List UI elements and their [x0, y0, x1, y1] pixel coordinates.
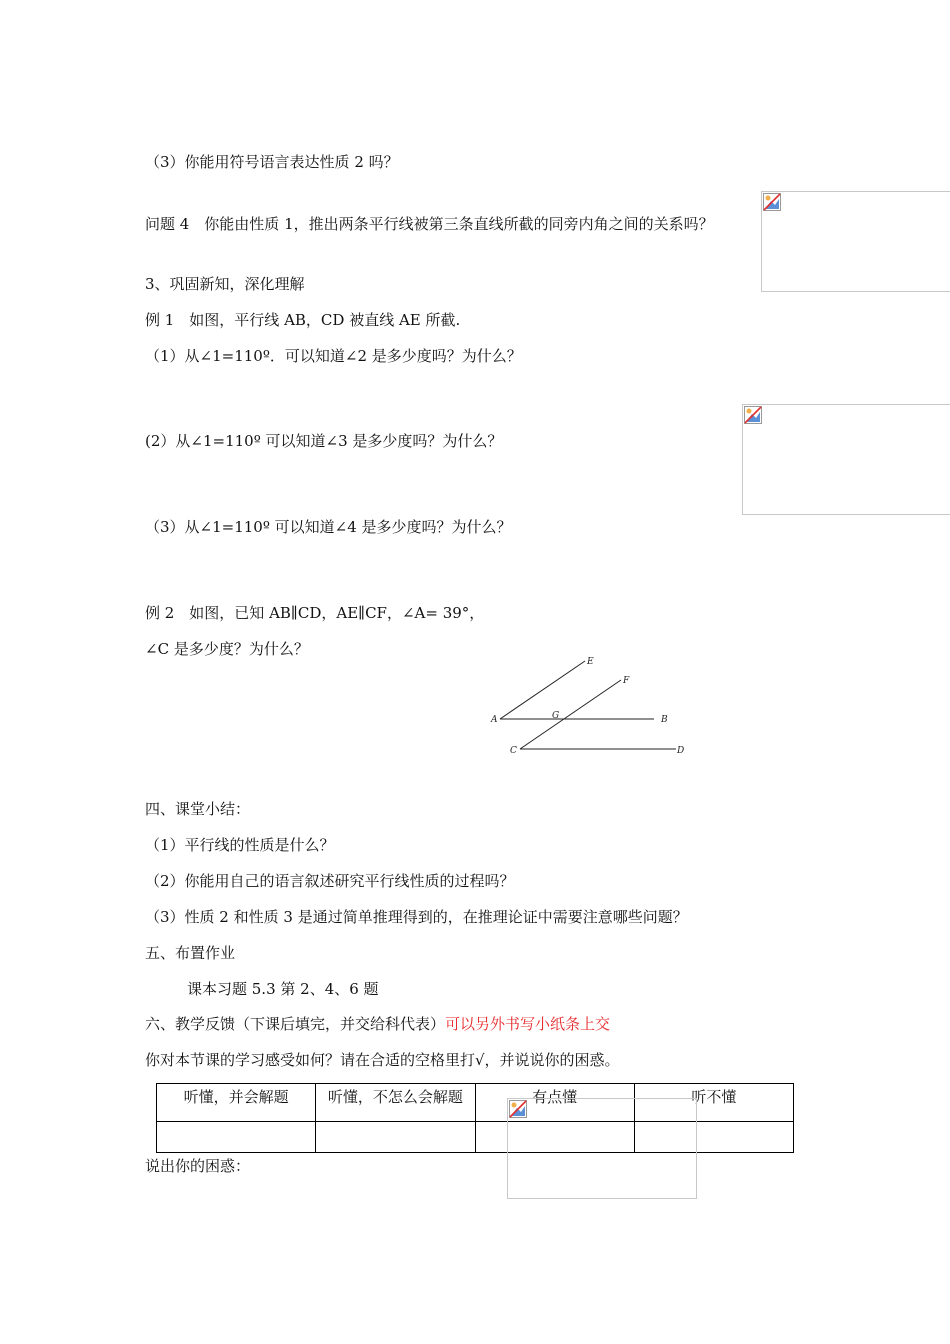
example-1: 例 1 如图，平行线 AB，CD 被直线 AE 所截.	[145, 311, 461, 329]
table-row	[157, 1122, 794, 1153]
q3-symbol-language: （3）你能用符号语言表达性质 2 吗？	[145, 153, 399, 171]
label-D: D	[677, 746, 685, 756]
feedback-prompt: 你对本节课的学习感受如何？请在合适的空格里打√，并说说你的困惑。	[145, 1051, 620, 1069]
table-cell-understand-not-solve[interactable]	[316, 1122, 475, 1153]
example-1-question-3: （3）从∠1=110º 可以知道∠4 是多少度吗？为什么？	[145, 518, 512, 536]
example-2-question: ∠C 是多少度？为什么？	[145, 640, 309, 658]
summary-question-1: （1）平行线的性质是什么？	[145, 836, 335, 854]
table-header-cell: 听不懂	[634, 1084, 793, 1122]
homework-heading: 五、布置作业	[145, 944, 236, 962]
feedback-heading	[145, 1014, 610, 1034]
label-C: C	[510, 746, 517, 756]
table-header-cell: 听懂，并会解题	[157, 1084, 316, 1122]
homework-text: 课本习题 5.3 第 2、4、6 题	[187, 980, 379, 998]
question-4: 问题 4 你能由性质 1，推出两条平行线被第三条直线所截的同旁内角之间的关系吗？	[145, 215, 714, 233]
broken-image-icon	[763, 193, 781, 211]
parallel-lines-diagram	[486, 652, 696, 762]
label-B: B	[661, 715, 668, 725]
example-1-question-2: (2）从∠1=110º 可以知道∠3 是多少度吗？为什么？	[145, 432, 503, 450]
confusion-prompt: 说出你的困惑：	[145, 1157, 251, 1175]
feedback-note: 可以另外书写小纸条上交	[445, 1015, 611, 1033]
section-3-heading: 3、巩固新知，深化理解	[145, 275, 305, 293]
broken-image-icon	[744, 406, 762, 424]
feedback-table	[156, 1083, 794, 1153]
segment-AE	[500, 661, 585, 719]
label-E: E	[587, 657, 594, 667]
example-2: 例 2 如图，已知 AB∥CD，AE∥CF，∠A= 39°，	[145, 604, 485, 622]
broken-image-icon	[509, 1100, 527, 1118]
summary-question-3: （3）性质 2 和性质 3 是通过简单推理得到的，在推理论证中需要注意哪些问题？	[145, 908, 688, 926]
label-A: A	[491, 715, 498, 725]
label-F: F	[623, 676, 630, 686]
summary-heading: 四、课堂小结：	[145, 800, 251, 818]
feedback-title: 六、教学反馈（下课后填完，并交给科代表）	[145, 1015, 446, 1033]
segment-CF	[520, 680, 621, 749]
table-header-cell: 有点懂	[475, 1084, 634, 1122]
label-G: G	[552, 711, 560, 721]
table-cell-understand-solve[interactable]	[157, 1122, 316, 1153]
table-header-row	[157, 1084, 794, 1122]
table-header-cell: 听懂，不怎么会解题	[316, 1084, 475, 1122]
broken-image-1	[761, 191, 950, 292]
broken-image-2	[742, 404, 950, 515]
summary-question-2: （2）你能用自己的语言叙述研究平行线性质的过程吗？	[145, 872, 515, 890]
broken-image-3	[507, 1098, 697, 1199]
example-1-question-1: （1）从∠1=110º．可以知道∠2 是多少度吗？为什么？	[145, 347, 522, 365]
